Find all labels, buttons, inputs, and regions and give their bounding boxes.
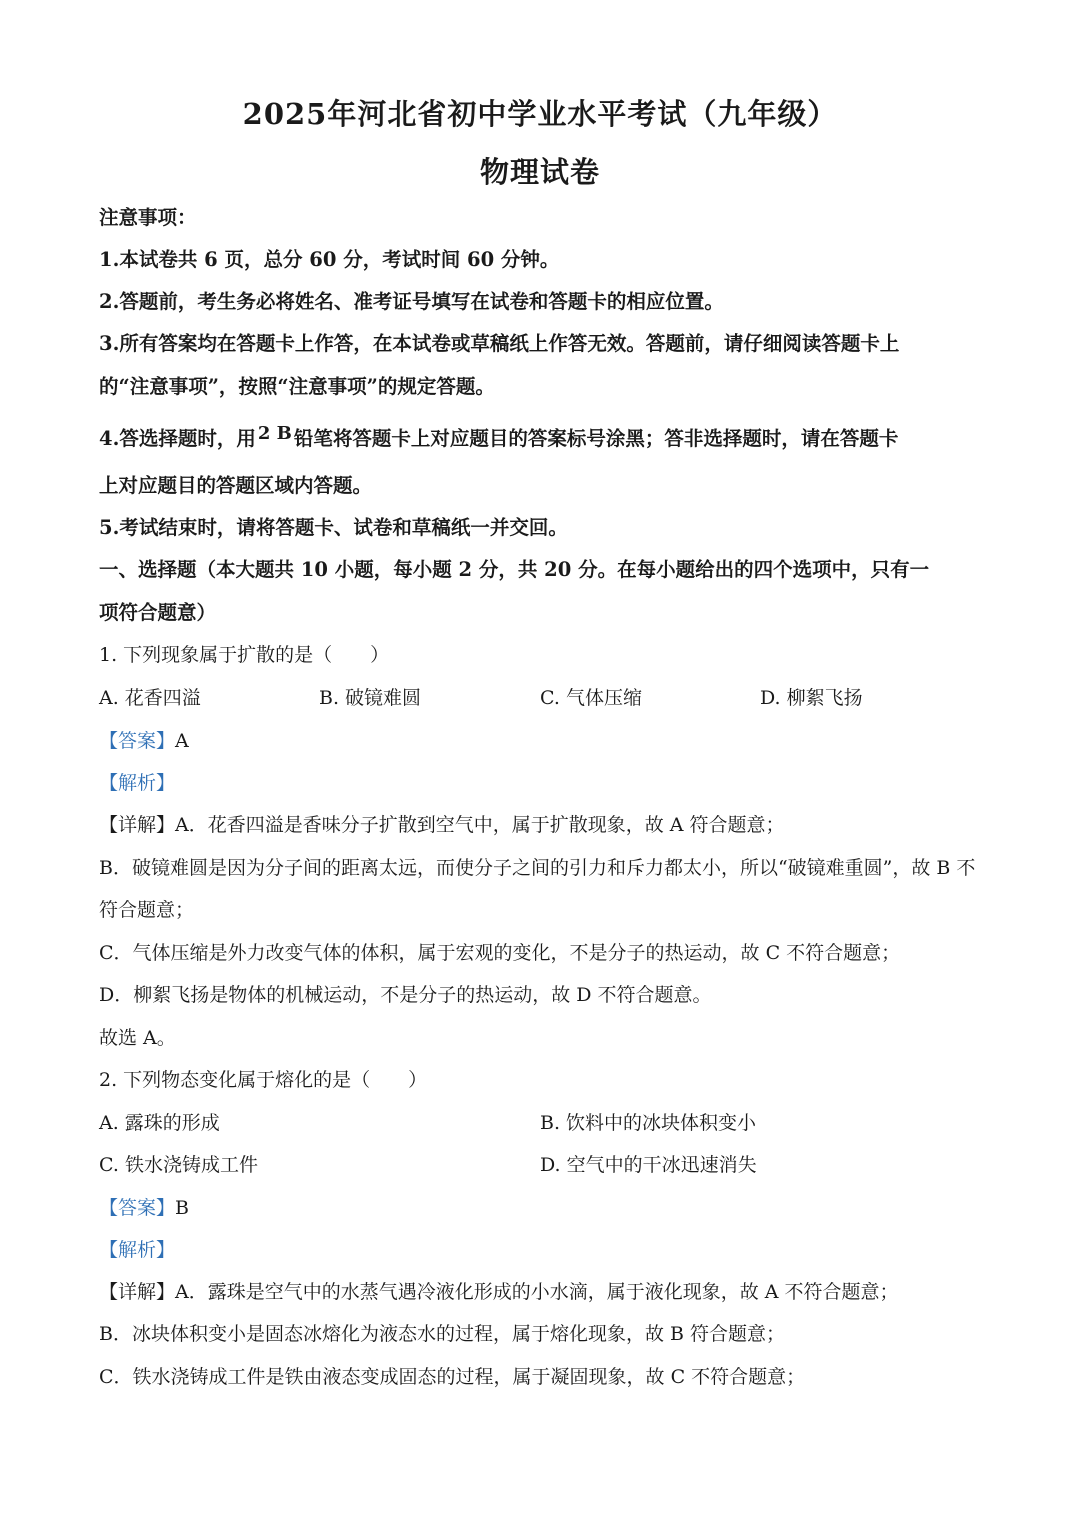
question-2-option-c: C. 铁水浇铸成工件: [99, 1154, 258, 1176]
question-1-stem: 1. 下列现象属于扩散的是（ ）: [99, 644, 390, 666]
page-title: 2025年河北省初中学业水平考试（九年级）: [242, 97, 838, 131]
answer-value: A: [175, 730, 189, 752]
question-2-answer: [99, 1195, 189, 1221]
question-1-conclusion: 故选 A。: [99, 1027, 176, 1049]
question-1-analysis-tag: 【解析】: [99, 772, 176, 794]
notice-item-3-line-2: 的“注意事项”，按照“注意事项”的规定答题。: [99, 375, 495, 398]
question-2-stem: 2. 下列物态变化属于熔化的是（ ）: [99, 1069, 428, 1091]
question-2-option-b: B. 饮料中的冰块体积变小: [540, 1112, 757, 1134]
question-2-detail-c: C．铁水浇铸成工件是铁由液态变成固态的过程，属于凝固现象，故 C 不符合题意；: [99, 1366, 806, 1388]
section-1-heading-line-1: 一、选择题（本大题共 10 小题，每小题 2 分，共 20 分。在每小题给出的四个选项中，只有一: [99, 558, 930, 581]
notice-heading: 注意事项：: [99, 206, 197, 229]
question-2-detail-a: 【详解】A．露珠是空气中的水蒸气遇冷液化形成的小水滴，属于液化现象，故 A 不符合题意；: [99, 1281, 899, 1303]
page-subtitle: 物理试卷: [479, 155, 600, 189]
question-1-detail-d: D．柳絮飞扬是物体的机械运动，不是分子的热运动，故 D 不符合题意。: [99, 984, 712, 1006]
notice-item-4-line-2: 上对应题目的答题区域内答题。: [99, 474, 373, 497]
notice-item-2: 2.答题前，考生务必将姓名、准考证号填写在试卷和答题卡的相应位置。: [99, 290, 724, 313]
answer-value: B: [175, 1197, 189, 1219]
question-1-answer: [99, 728, 189, 754]
question-1-option-d: D. 柳絮飞扬: [760, 687, 863, 709]
question-2-option-d: D. 空气中的干冰迅速消失: [540, 1154, 757, 1176]
question-1-option-b: B. 破镜难圆: [319, 687, 422, 709]
notice-item-4-line-1: [99, 423, 899, 453]
answer-tag: 【答案】: [99, 1197, 176, 1219]
notice-item-4-suffix: 铅笔将答题卡上对应题目的答案标号涂黑；答非选择题时，请在答题卡: [293, 427, 899, 450]
question-1-option-a: A. 花香四溢: [99, 687, 201, 709]
question-2-analysis-tag: 【解析】: [99, 1239, 176, 1261]
question-1-option-c: C. 气体压缩: [540, 687, 642, 709]
question-2-detail-b: B．冰块体积变小是固态冰熔化为液态水的过程，属于熔化现象，故 B 符合题意；: [99, 1323, 786, 1345]
question-1-detail-a: 【详解】A．花香四溢是香味分子扩散到空气中，属于扩散现象，故 A 符合题意；: [99, 814, 785, 836]
notice-item-1: 1.本试卷共 6 页，总分 60 分，考试时间 60 分钟。: [99, 248, 560, 271]
question-1-detail-b-line-1: B．破镜难圆是因为分子间的距离太远，而使分子之间的引力和斥力都太小，所以“破镜难重圆”，故 B 不: [99, 857, 976, 879]
answer-tag: 【答案】: [99, 730, 176, 752]
section-1-heading-line-2: 项符合题意）: [99, 601, 217, 624]
notice-item-5: 5.考试结束时，请将答题卡、试卷和草稿纸一并交回。: [99, 516, 568, 539]
notice-item-3-line-1: 3.所有答案均在答题卡上作答，在本试卷或草稿纸上作答无效。答题前，请仔细阅读答题卡上: [99, 332, 900, 355]
notice-item-4-prefix: 4.答选择题时，用: [99, 427, 256, 450]
question-1-detail-c: C．气体压缩是外力改变气体的体积，属于宏观的变化，不是分子的热运动，故 C 不符合题意；: [99, 942, 901, 964]
question-1-detail-b-line-2: 符合题意；: [99, 899, 195, 921]
question-2-option-a: A. 露珠的形成: [99, 1112, 220, 1134]
pencil-grade-2b: 2 B: [257, 423, 292, 444]
